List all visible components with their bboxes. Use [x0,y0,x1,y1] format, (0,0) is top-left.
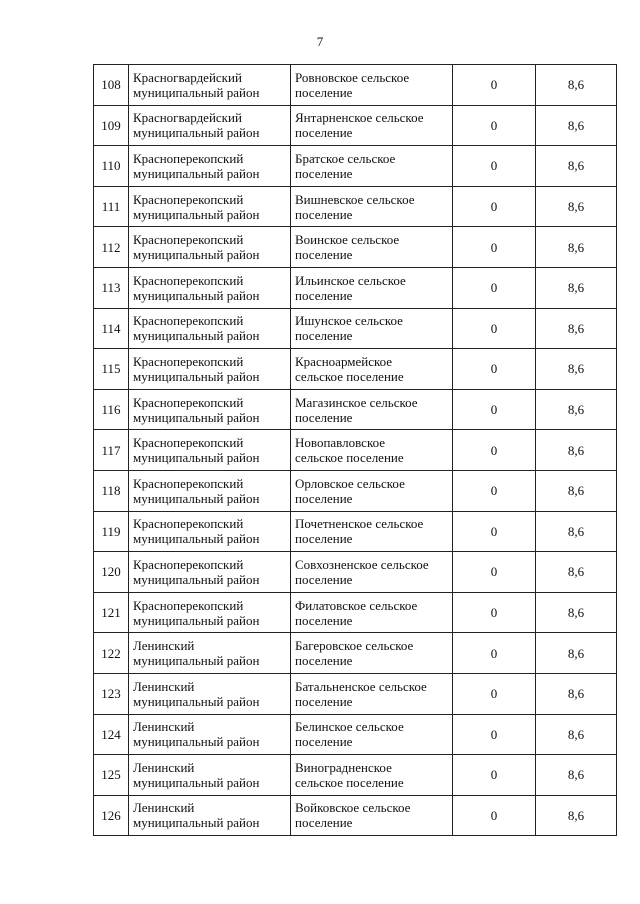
value-2-cell [536,65,617,106]
cell-text: 0 [490,77,498,93]
cell-text: 0 [490,402,498,418]
district-line-2: муниципальный район [133,125,260,141]
settlement-line-2: поселение [295,612,353,628]
cell-text: 120 [101,564,121,580]
settlement-cell [291,755,453,796]
cell-text: 123 [101,686,121,702]
settlement-line-2: сельское поселение [295,774,404,790]
table-row [94,227,617,268]
settlement-line-1: Ровновское сельское [295,69,410,85]
table-row [94,511,617,552]
district-line-2: муниципальный район [133,247,260,263]
cell-text: 115 [101,361,121,377]
cell-text: 0 [490,523,498,539]
settlement-line-2: поселение [295,734,353,750]
settlement-line-2: поселение [295,84,353,100]
district-line-2: муниципальный район [133,287,260,303]
district-line-1: Ленинский [133,638,195,654]
cell-text: 0 [490,686,498,702]
district-line-1: Красноперекопский [133,597,244,613]
row-number [94,349,129,390]
settlement-cell [291,227,453,268]
district-line-2: муниципальный район [133,328,260,344]
district-cell [129,470,291,511]
value-2-cell [536,795,617,836]
table-row [94,755,617,796]
table-row [94,430,617,471]
district-line-2: муниципальный район [133,450,260,466]
cell-text: 0 [490,726,498,742]
cell-text: 8,6 [567,442,585,458]
district-cell [129,349,291,390]
district-line-2: муниципальный район [133,368,260,384]
district-line-2: муниципальный район [133,531,260,547]
table-row [94,146,617,187]
row-number [94,227,129,268]
settlement-cell [291,673,453,714]
district-line-1: Ленинский [133,759,195,775]
cell-text: 119 [101,523,121,539]
row-number [94,755,129,796]
table-row [94,592,617,633]
settlement-line-2: сельское поселение [295,450,404,466]
district-line-2: муниципальный район [133,84,260,100]
district-line-2: муниципальный район [133,206,260,222]
value-1-cell [453,552,536,593]
cell-text: 126 [101,807,121,823]
settlement-line-2: поселение [295,693,353,709]
value-2-cell [536,430,617,471]
settlement-cell [291,105,453,146]
cell-text: 0 [490,807,498,823]
district-line-1: Красноперекопский [133,394,244,410]
cell-text: 8,6 [567,726,585,742]
table-row [94,633,617,674]
district-line-1: Красноперекопский [133,516,244,532]
settlement-cell [291,308,453,349]
settlement-line-1: Янтарненское сельское [295,110,424,126]
district-cell [129,511,291,552]
row-number [94,673,129,714]
settlement-cell [291,714,453,755]
value-1-cell [453,389,536,430]
value-1-cell [453,186,536,227]
cell-text: 116 [101,402,121,418]
data-table [93,64,617,836]
district-cell [129,267,291,308]
cell-text: 108 [101,77,121,93]
settlement-line-2: сельское поселение [295,368,404,384]
row-number [94,146,129,187]
cell-text: 8,6 [567,361,585,377]
value-1-cell [453,673,536,714]
district-cell [129,755,291,796]
value-1-cell [453,470,536,511]
settlement-line-1: Белинское сельское [295,719,404,735]
settlement-cell [291,511,453,552]
settlement-line-2: поселение [295,125,353,141]
value-2-cell [536,227,617,268]
district-cell [129,795,291,836]
district-line-2: муниципальный район [133,165,260,181]
cell-text: 111 [101,199,121,215]
cell-text: 0 [490,767,498,783]
settlement-line-1: Войковское сельское [295,800,411,816]
settlement-line-1: Вишневское сельское [295,191,415,207]
table-row [94,65,617,106]
value-2-cell [536,673,617,714]
value-2-cell [536,389,617,430]
cell-text: 0 [490,320,498,336]
cell-text: 0 [490,442,498,458]
district-cell [129,714,291,755]
table-row [94,470,617,511]
cell-text: 8,6 [567,767,585,783]
settlement-line-1: Совхозненское сельское [295,556,429,572]
settlement-line-1: Новопавловское [295,435,386,451]
value-1-cell [453,592,536,633]
cell-text: 8,6 [567,605,585,621]
table-row [94,795,617,836]
row-number [94,714,129,755]
district-cell [129,633,291,674]
cell-text: 8,6 [567,686,585,702]
value-2-cell [536,592,617,633]
value-1-cell [453,714,536,755]
cell-text: 125 [101,767,121,783]
cell-text: 8,6 [567,564,585,580]
cell-text: 8,6 [567,483,585,499]
row-number [94,633,129,674]
cell-text: 0 [490,117,498,133]
settlement-line-1: Братское сельское [295,150,396,166]
settlement-line-2: поселение [295,206,353,222]
district-line-1: Красногвардейский [133,69,242,85]
row-number [94,470,129,511]
cell-text: 118 [101,483,121,499]
settlement-cell [291,552,453,593]
row-number [94,267,129,308]
district-line-1: Красноперекопский [133,475,244,491]
district-line-1: Ленинский [133,719,195,735]
cell-text: 124 [101,726,121,742]
settlement-line-2: поселение [295,409,353,425]
value-1-cell [453,65,536,106]
cell-text: 0 [490,645,498,661]
row-number [94,430,129,471]
settlement-line-1: Филатовское сельское [295,597,418,613]
cell-text: 8,6 [567,199,585,215]
settlement-cell [291,186,453,227]
district-line-1: Красноперекопский [133,272,244,288]
row-number [94,308,129,349]
table-row [94,714,617,755]
page-number: 7 [316,34,324,49]
settlement-line-1: Багеровское сельское [295,638,414,654]
district-cell [129,308,291,349]
value-2-cell [536,105,617,146]
settlement-line-2: поселение [295,571,353,587]
cell-text: 121 [101,605,121,621]
district-line-1: Красноперекопский [133,150,244,166]
settlement-line-1: Магазинское сельское [295,394,418,410]
settlement-line-1: Почетненское сельское [295,516,424,532]
table-row [94,186,617,227]
district-line-1: Ленинский [133,678,195,694]
cell-text: 122 [101,645,121,661]
value-2-cell [536,349,617,390]
settlement-line-1: Ишунское сельское [295,313,403,329]
value-1-cell [453,105,536,146]
settlement-line-2: поселение [295,247,353,263]
cell-text: 0 [490,158,498,174]
district-line-2: муниципальный район [133,409,260,425]
cell-text: 117 [101,442,121,458]
value-2-cell [536,267,617,308]
district-cell [129,146,291,187]
value-2-cell [536,511,617,552]
table-row [94,673,617,714]
district-line-2: муниципальный район [133,612,260,628]
value-2-cell [536,633,617,674]
settlement-line-1: Красноармейское [295,353,393,369]
row-number [94,552,129,593]
district-line-1: Красноперекопский [133,232,244,248]
cell-text: 8,6 [567,523,585,539]
district-cell [129,227,291,268]
value-1-cell [453,267,536,308]
district-line-2: муниципальный район [133,653,260,669]
value-2-cell [536,146,617,187]
settlement-cell [291,430,453,471]
value-1-cell [453,227,536,268]
cell-text: 0 [490,483,498,499]
settlement-line-2: поселение [295,531,353,547]
district-cell [129,186,291,227]
cell-text: 0 [490,199,498,215]
value-1-cell [453,795,536,836]
cell-text: 0 [490,564,498,580]
cell-text: 8,6 [567,807,585,823]
district-cell [129,552,291,593]
value-2-cell [536,470,617,511]
cell-text: 0 [490,361,498,377]
value-2-cell [536,755,617,796]
settlement-cell [291,146,453,187]
table-row [94,105,617,146]
table-row [94,389,617,430]
cell-text: 114 [101,320,121,336]
table-body [94,65,617,836]
settlement-cell [291,65,453,106]
district-line-2: муниципальный район [133,815,260,831]
settlement-line-2: поселение [295,287,353,303]
value-1-cell [453,430,536,471]
settlement-line-2: поселение [295,490,353,506]
settlement-line-1: Воинское сельское [295,232,400,248]
cell-text: 109 [101,117,121,133]
cell-text: 112 [101,239,121,255]
row-number [94,511,129,552]
row-number [94,389,129,430]
row-number [94,186,129,227]
settlement-cell [291,592,453,633]
value-1-cell [453,633,536,674]
settlement-line-1: Орловское сельское [295,475,405,491]
settlement-cell [291,633,453,674]
settlement-cell [291,389,453,430]
settlement-cell [291,795,453,836]
district-cell [129,673,291,714]
table-row [94,308,617,349]
district-cell [129,430,291,471]
table-row [94,267,617,308]
cell-text: 0 [490,280,498,296]
cell-text: 8,6 [567,320,585,336]
settlement-line-2: поселение [295,165,353,181]
cell-text: 8,6 [567,402,585,418]
row-number [94,105,129,146]
value-2-cell [536,552,617,593]
table-row [94,552,617,593]
district-cell [129,105,291,146]
value-2-cell [536,308,617,349]
cell-text: 8,6 [567,77,585,93]
cell-text: 8,6 [567,158,585,174]
row-number [94,795,129,836]
cell-text: 8,6 [567,645,585,661]
settlement-cell [291,349,453,390]
settlement-cell [291,267,453,308]
district-line-2: муниципальный район [133,571,260,587]
district-line-2: муниципальный район [133,734,260,750]
district-line-1: Красногвардейский [133,110,242,126]
value-1-cell [453,511,536,552]
value-1-cell [453,308,536,349]
value-1-cell [453,349,536,390]
cell-text: 8,6 [567,117,585,133]
cell-text: 0 [490,239,498,255]
settlement-line-1: Батальненское сельское [295,678,427,694]
cell-text: 113 [101,280,121,296]
value-2-cell [536,714,617,755]
district-line-2: муниципальный район [133,774,260,790]
district-line-1: Красноперекопский [133,556,244,572]
settlement-line-2: поселение [295,653,353,669]
value-1-cell [453,146,536,187]
district-cell [129,389,291,430]
district-line-1: Красноперекопский [133,191,244,207]
settlement-cell [291,470,453,511]
settlement-line-1: Виноградненское [295,759,392,775]
cell-text: 8,6 [567,239,585,255]
settlement-line-2: поселение [295,815,353,831]
table-row [94,349,617,390]
cell-text: 0 [490,605,498,621]
settlement-line-2: поселение [295,328,353,344]
cell-text: 110 [101,158,121,174]
cell-text: 8,6 [567,280,585,296]
district-line-2: муниципальный район [133,693,260,709]
settlement-line-1: Ильинское сельское [295,272,406,288]
value-1-cell [453,755,536,796]
district-cell [129,592,291,633]
district-line-1: Красноперекопский [133,353,244,369]
district-line-2: муниципальный район [133,490,260,506]
district-line-1: Красноперекопский [133,313,244,329]
district-cell [129,65,291,106]
district-line-1: Красноперекопский [133,435,244,451]
district-line-1: Ленинский [133,800,195,816]
row-number [94,592,129,633]
value-2-cell [536,186,617,227]
row-number [94,65,129,106]
